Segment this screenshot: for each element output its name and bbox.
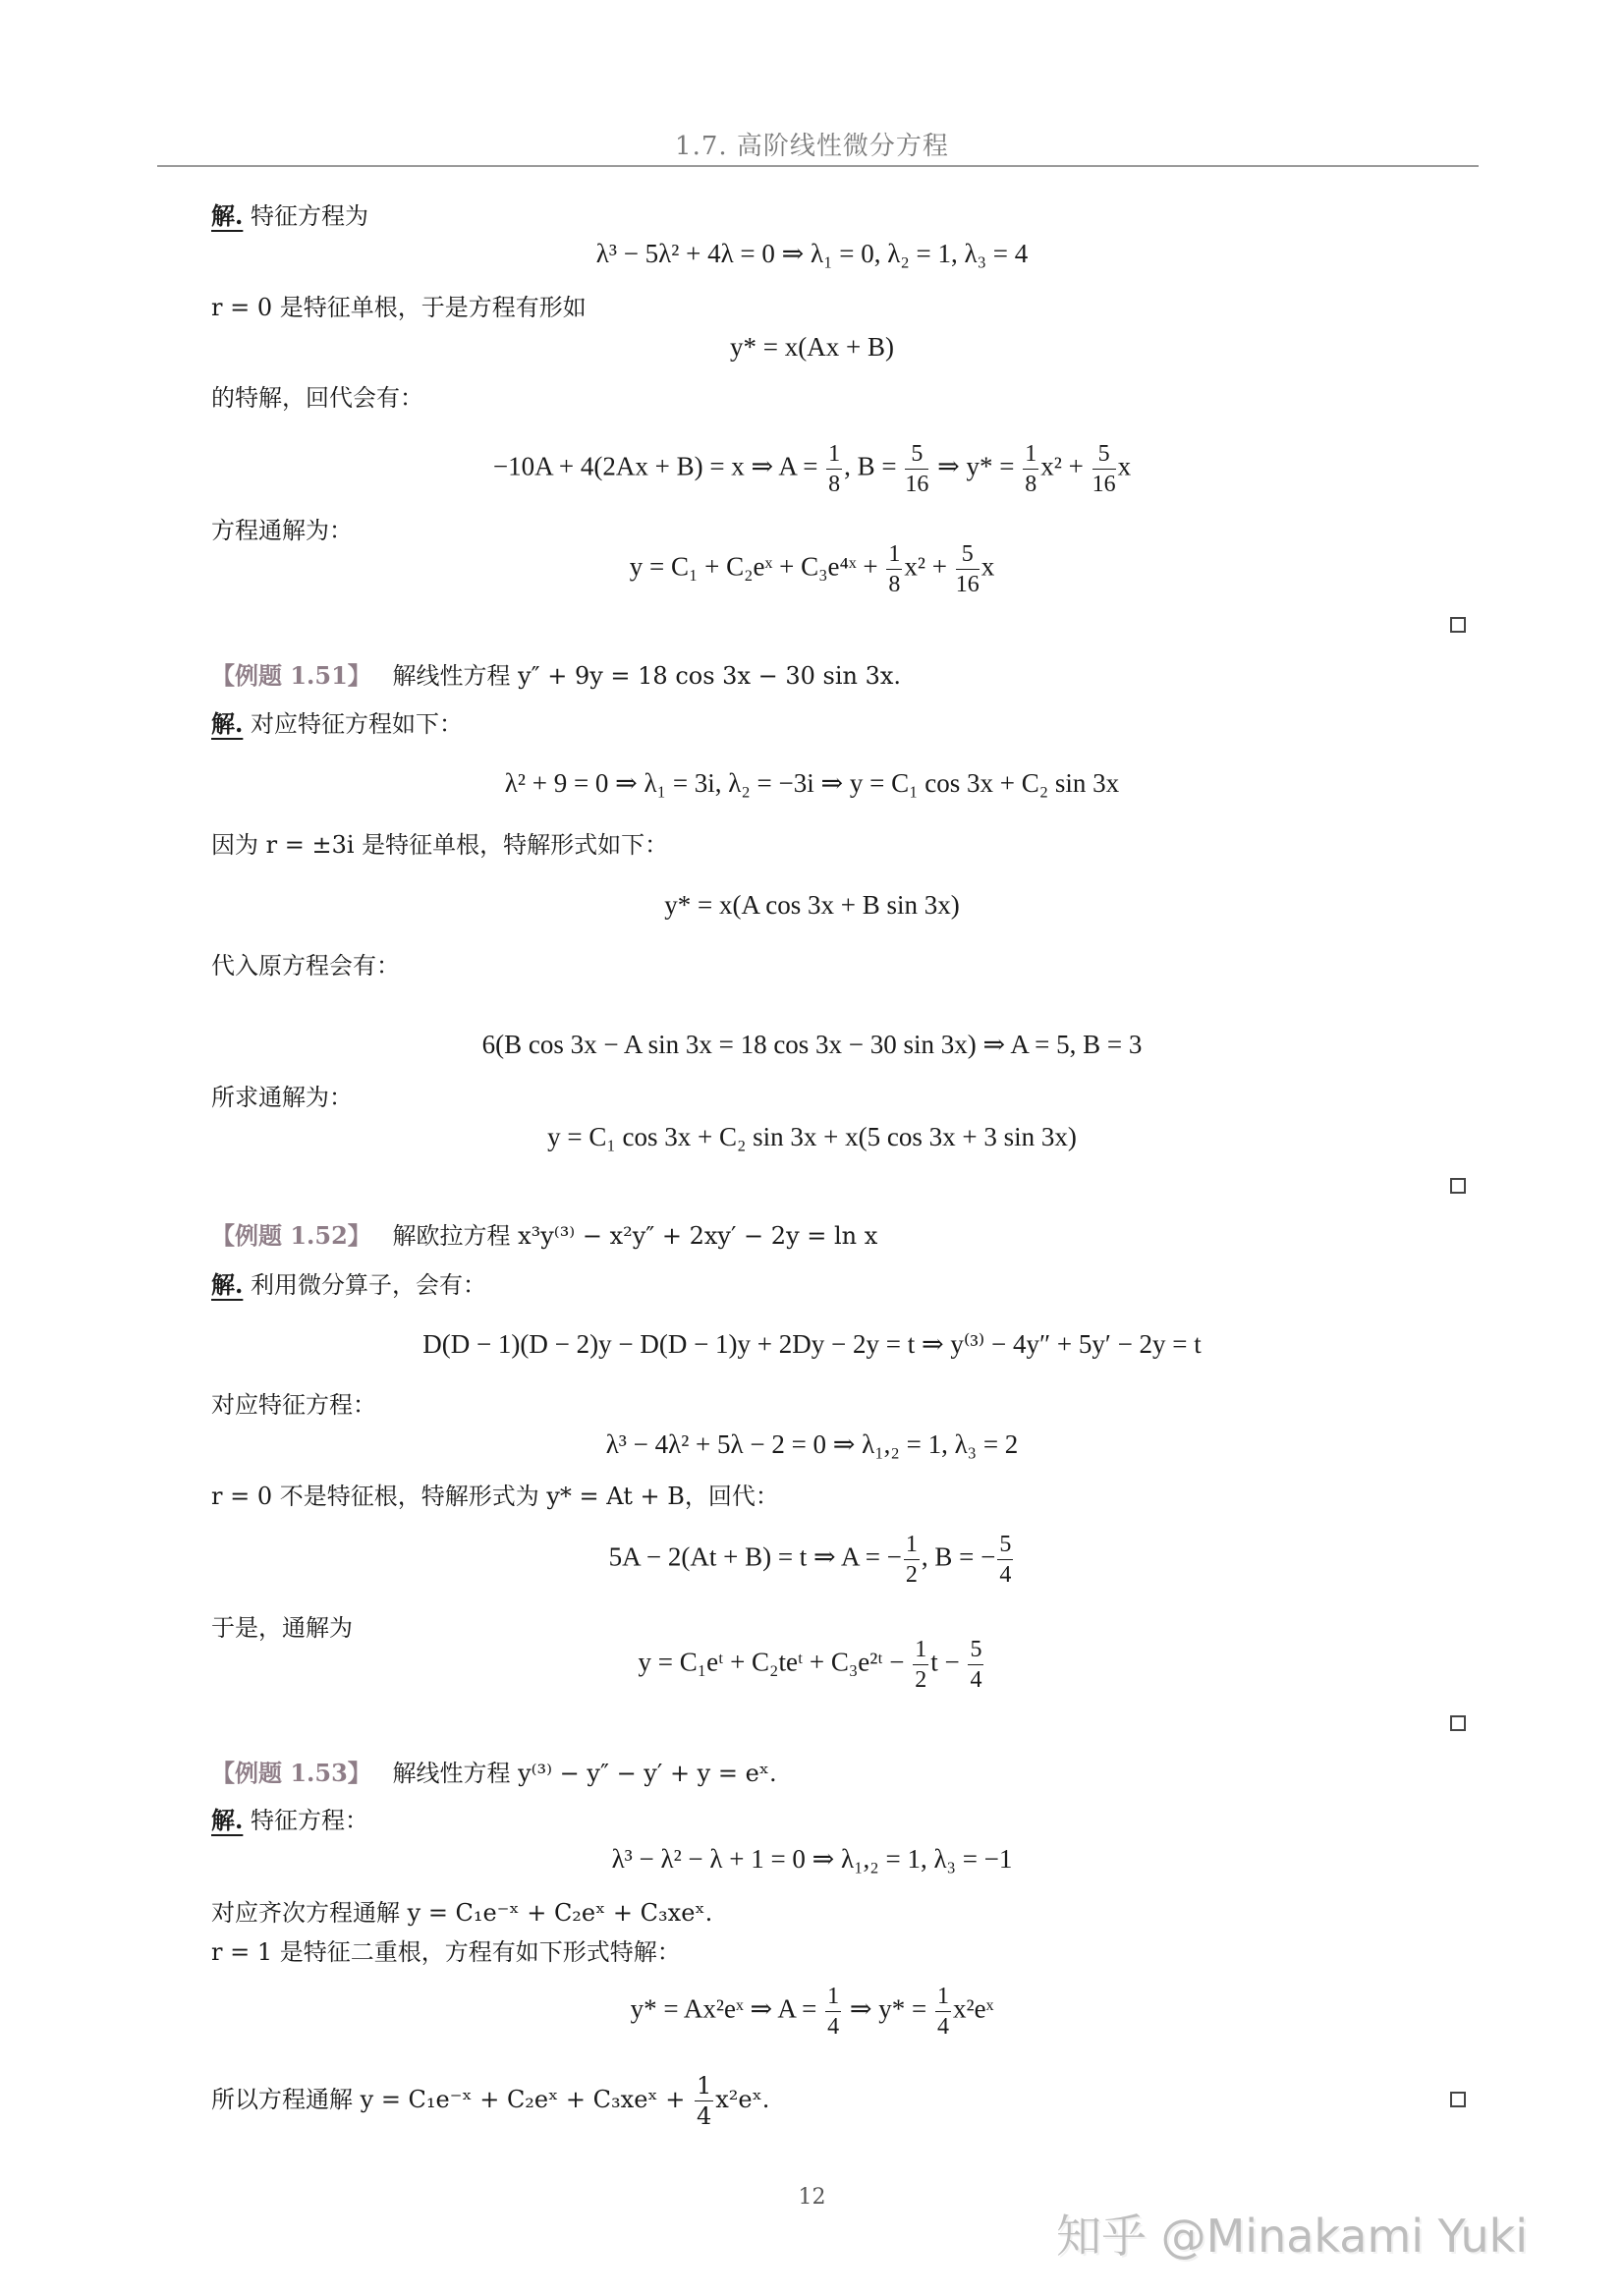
eq-part: ⇒ y* = — [843, 1993, 933, 2024]
equation: λ² + 9 = 0 ⇒ λ₁ = 3i, λ₂ = −3i ⇒ y = C₁ cos 3x + C₂ sin 3x — [504, 768, 1120, 798]
text-line: 方程通解为： — [211, 517, 353, 544]
fraction: $\frac{1}{2}$ — [915, 1637, 927, 1693]
eq-part: x² + — [904, 551, 954, 582]
eq-part: t − — [930, 1647, 967, 1677]
fraction: $\frac{1}{2}$ — [905, 1532, 918, 1588]
equation: D(D − 1)(D − 2)y − D(D − 1)y + 2Dy − 2y = t ⇒ y⁽³⁾ − 4y″ + 5y′ − 2y = t — [422, 1329, 1202, 1359]
fraction: $\frac{1}{4}$ — [827, 1984, 840, 2040]
solution-label: 解. — [211, 201, 244, 230]
fraction: $\frac{5}{16}$ — [955, 541, 980, 597]
example-1-51-heading — [211, 659, 901, 693]
fraction: $\frac{5}{16}$ — [905, 441, 929, 497]
solution-intro — [211, 199, 368, 233]
text-line — [211, 2071, 769, 2128]
equation: y = C₁ cos 3x + C₂ sin 3x + x(5 cos 3x + 3 sin 3x) — [547, 1122, 1077, 1151]
running-header: 1.7. 高阶线性微分方程 — [675, 132, 949, 161]
example-1-53-heading — [211, 1757, 777, 1790]
example-1-52-heading — [211, 1219, 877, 1253]
watermark: 知乎 @Minakami Yuki — [1056, 2210, 1529, 2263]
eq-part: y* = Ax²eˣ ⇒ A = — [630, 1993, 824, 2024]
eq-part: −10A + 4(2Ax + B) = x ⇒ A = — [492, 451, 825, 481]
example-problem: 解线性方程 y⁽³⁾ − y″ − y′ + y = eˣ. — [392, 1760, 777, 1787]
fraction: $\frac{5}{4}$ — [970, 1637, 982, 1693]
eq-part: x² + — [1040, 451, 1091, 481]
fraction: $\frac{5}{16}$ — [1092, 441, 1116, 497]
fraction: $\frac{1}{8}$ — [888, 541, 901, 597]
text-line: r = 0 不是特征根，特解形式为 y* = At + B，回代： — [211, 1483, 779, 1510]
example-label: 【例题 1.53】 — [211, 1759, 371, 1787]
text-line: r = 0 是特征单根，于是方程有形如 — [211, 294, 587, 321]
text-line: r = 1 是特征二重根，方程有如下形式特解： — [211, 1938, 681, 1966]
eq-part: , B = − — [921, 1541, 996, 1572]
solution-intro-text: 特征方程： — [251, 1807, 368, 1834]
qed-box-icon — [1450, 617, 1466, 633]
solution-intro-text: 特征方程为 — [251, 202, 368, 230]
solution-label: 解. — [211, 1806, 244, 1834]
example-label: 【例题 1.52】 — [211, 1221, 371, 1250]
eq-part: , B = — [844, 451, 904, 481]
equation — [0, 1638, 1624, 1692]
qed-box-icon — [1450, 2092, 1466, 2107]
text-line: 代入原方程会有： — [211, 952, 400, 980]
text-line: 对应齐次方程通解 y = C₁e⁻ˣ + C₂eˣ + C₃xeˣ. — [211, 1899, 713, 1927]
eq-part: x — [980, 551, 995, 582]
fraction: $\frac{1}{8}$ — [828, 441, 841, 497]
fraction: $\frac{1}{4}$ — [936, 1984, 949, 2040]
equation: λ³ − λ² − λ + 1 = 0 ⇒ λ₁,₂ = 1, λ₃ = −1 — [611, 1844, 1013, 1874]
eq-part: ⇒ y* = — [930, 451, 1022, 481]
example-problem: 解欧拉方程 x³y⁽³⁾ − x²y″ + 2xy′ − 2y = ln x — [392, 1222, 878, 1250]
qed-box-icon — [1450, 1178, 1466, 1194]
solution-intro — [211, 1804, 368, 1837]
equation — [0, 542, 1624, 596]
equation: 6(B cos 3x − A sin 3x = 18 cos 3x − 30 sin 3x) ⇒ A = 5, B = 3 — [481, 1030, 1143, 1059]
eq-part: y = C₁eᵗ + C₂teᵗ + C₃e²ᵗ − — [638, 1647, 912, 1677]
eq-part: 所以方程通解 y = C₁e⁻ˣ + C₂eˣ + C₃xeˣ + — [211, 2086, 693, 2113]
equation — [0, 1533, 1624, 1587]
equation: y* = x(Ax + B) — [730, 332, 894, 362]
eq-part: x — [1117, 451, 1132, 481]
text-line: 因为 r = ±3i 是特征单根，特解形式如下： — [211, 831, 669, 859]
solution-label: 解. — [211, 1270, 244, 1299]
text-line: 的特解，回代会有： — [211, 384, 423, 412]
header-rule — [157, 165, 1479, 167]
solution-intro-text: 利用微分算子，会有： — [251, 1271, 486, 1299]
text-line: 对应特征方程： — [211, 1391, 376, 1419]
equation: y* = x(A cos 3x + B sin 3x) — [664, 890, 960, 920]
equation: λ³ − 4λ² + 5λ − 2 = 0 ⇒ λ₁,₂ = 1, λ₃ = 2 — [605, 1429, 1019, 1459]
text-line: 所求通解为： — [211, 1084, 353, 1111]
eq-part: x²eˣ. — [715, 2086, 770, 2113]
equation — [0, 442, 1624, 496]
fraction: $\frac{5}{4}$ — [999, 1532, 1012, 1588]
solution-intro-text: 对应特征方程如下： — [251, 710, 463, 738]
equation: λ³ − 5λ² + 4λ = 0 ⇒ λ₁ = 0, λ₂ = 1, λ₃ = 4 — [595, 239, 1029, 268]
fraction: $\frac{1}{8}$ — [1025, 441, 1037, 497]
text-line: 于是，通解为 — [211, 1614, 353, 1642]
solution-intro — [211, 707, 463, 741]
qed-box-icon — [1450, 1715, 1466, 1731]
eq-part: x²eˣ — [952, 1993, 994, 2024]
page-number: 12 — [798, 2185, 826, 2210]
eq-part: y = C₁ + C₂eˣ + C₃e⁴ˣ + — [629, 551, 885, 582]
eq-part: 5A − 2(At + B) = t ⇒ A = − — [608, 1541, 902, 1572]
example-problem: 解线性方程 y″ + 9y = 18 cos 3x − 30 sin 3x. — [392, 662, 902, 690]
example-label: 【例题 1.51】 — [211, 661, 371, 690]
equation — [0, 1985, 1624, 2039]
solution-label: 解. — [211, 709, 244, 738]
solution-intro — [211, 1268, 486, 1302]
fraction: $\frac{1}{4}$ — [696, 2072, 712, 2130]
